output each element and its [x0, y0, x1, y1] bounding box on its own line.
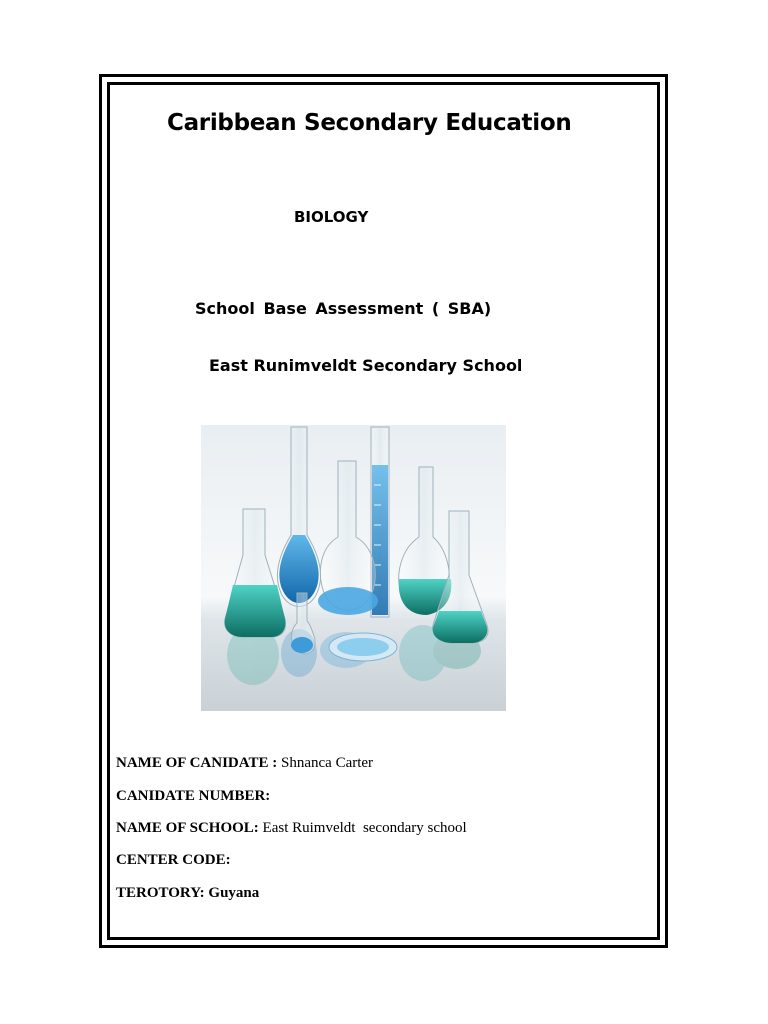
center-code-row: [116, 852, 231, 869]
candidate-number-label: CANIDATE NUMBER:: [116, 788, 271, 804]
school-name-row: [116, 820, 467, 837]
document-title: Caribbean Secondary Education: [167, 110, 572, 136]
candidate-name-value: Shnanca Carter: [281, 755, 374, 771]
assessment-heading: School Base Assessment ( SBA): [195, 299, 492, 318]
school-name-value: East Ruimveldt secondary school: [262, 820, 467, 836]
subject-heading: BIOLOGY: [294, 208, 369, 226]
territory-row: [116, 885, 259, 902]
candidate-name-label: NAME OF CANIDATE :: [116, 755, 281, 771]
laboratory-glassware-icon: [201, 425, 506, 711]
candidate-name-row: [116, 755, 373, 772]
school-heading: East Runimveldt Secondary School: [209, 356, 523, 375]
territory-value: Guyana: [208, 885, 260, 901]
center-code-label: CENTER CODE:: [116, 852, 231, 868]
candidate-number-row: [116, 788, 270, 805]
school-name-label: NAME OF SCHOOL:: [116, 820, 263, 836]
territory-label: TEROTORY:: [116, 885, 209, 901]
